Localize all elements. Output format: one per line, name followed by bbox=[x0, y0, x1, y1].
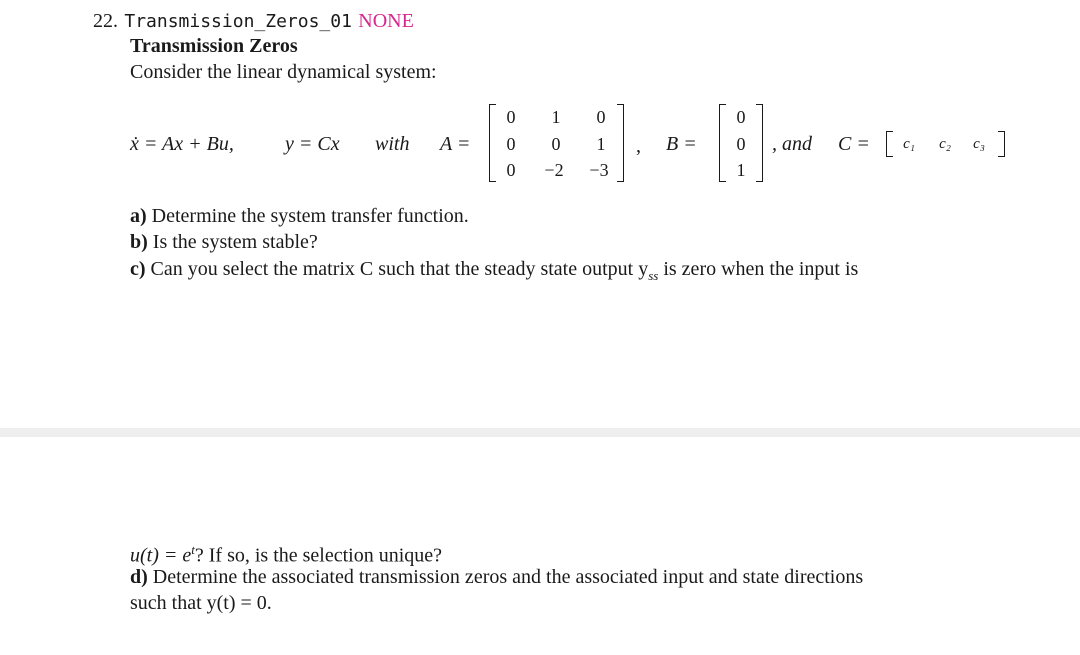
page-break-band bbox=[0, 428, 1080, 437]
matrix-a-cell: 0 bbox=[506, 160, 516, 180]
state-equation: ẋ = Ax + Bu, bbox=[130, 133, 234, 155]
matrix-c-left-bracket bbox=[886, 131, 893, 157]
with-word: with bbox=[375, 133, 410, 155]
matrix-a-left-bracket bbox=[489, 104, 496, 182]
question-a-label: a) bbox=[130, 205, 147, 227]
c-matrix-label: C = bbox=[838, 133, 870, 155]
matrix-a-cell: 0 bbox=[551, 134, 561, 154]
b-matrix-label: B = bbox=[666, 133, 697, 155]
matrix-c-cell: c₂ bbox=[939, 136, 951, 152]
question-b bbox=[130, 230, 318, 254]
question-c-subscript: ss bbox=[648, 268, 659, 283]
a-matrix-label: A = bbox=[440, 133, 471, 155]
question-d bbox=[130, 565, 863, 589]
question-c-continued bbox=[130, 538, 442, 568]
question-c bbox=[130, 257, 858, 288]
problem-header bbox=[93, 8, 414, 34]
comma-separator: , bbox=[636, 135, 641, 157]
question-d-text: Determine the associated transmission zeros and the associated input and state directions bbox=[152, 566, 864, 588]
question-a bbox=[130, 204, 469, 228]
problem-title: Transmission Zeros bbox=[130, 35, 298, 57]
matrix-a-cell: −2 bbox=[544, 160, 564, 180]
matrix-a-cell: 1 bbox=[596, 134, 606, 154]
question-d-label: d) bbox=[130, 566, 148, 588]
question-c-text: Can you select the matrix C such that the steady state output y bbox=[150, 258, 649, 280]
matrix-c-right-bracket bbox=[998, 131, 1005, 157]
problem-number: 22. bbox=[93, 10, 118, 32]
output-equation: y = Cx bbox=[285, 133, 340, 155]
matrix-a-cell: 0 bbox=[596, 107, 606, 127]
and-word: , and bbox=[772, 133, 812, 155]
status-badge: NONE bbox=[358, 10, 414, 32]
matrix-c-cell: c₁ bbox=[903, 136, 915, 152]
matrix-b-right-bracket bbox=[756, 104, 763, 182]
matrix-b-cell: 0 bbox=[736, 134, 746, 154]
question-a-text: Determine the system transfer function. bbox=[151, 205, 469, 227]
matrix-a-cell: 0 bbox=[506, 107, 516, 127]
question-c-cont-text: u(t) = e bbox=[130, 544, 192, 567]
matrix-c-cell: c₃ bbox=[973, 136, 985, 152]
matrix-a-cell: −3 bbox=[589, 160, 609, 180]
question-d-continued: such that y(t) = 0. bbox=[130, 592, 272, 614]
problem-intro: Consider the linear dynamical system: bbox=[130, 61, 437, 83]
question-c-cont-text-2: ? If so, is the selection unique? bbox=[194, 544, 443, 567]
matrix-a-cell: 0 bbox=[506, 134, 516, 154]
question-b-label: b) bbox=[130, 231, 148, 253]
question-c-label: c) bbox=[130, 258, 146, 280]
matrix-b-left-bracket bbox=[719, 104, 726, 182]
question-b-text: Is the system stable? bbox=[152, 231, 318, 253]
matrix-b-cell: 1 bbox=[736, 160, 746, 180]
problem-id: Transmission_Zeros_01 bbox=[124, 11, 352, 32]
question-c-text-2: is zero when the input is bbox=[663, 258, 859, 280]
question-c-cont-superscript: t bbox=[191, 542, 195, 557]
matrix-a-right-bracket bbox=[617, 104, 624, 182]
matrix-a-cell: 1 bbox=[551, 107, 561, 127]
matrix-b-cell: 0 bbox=[736, 107, 746, 127]
